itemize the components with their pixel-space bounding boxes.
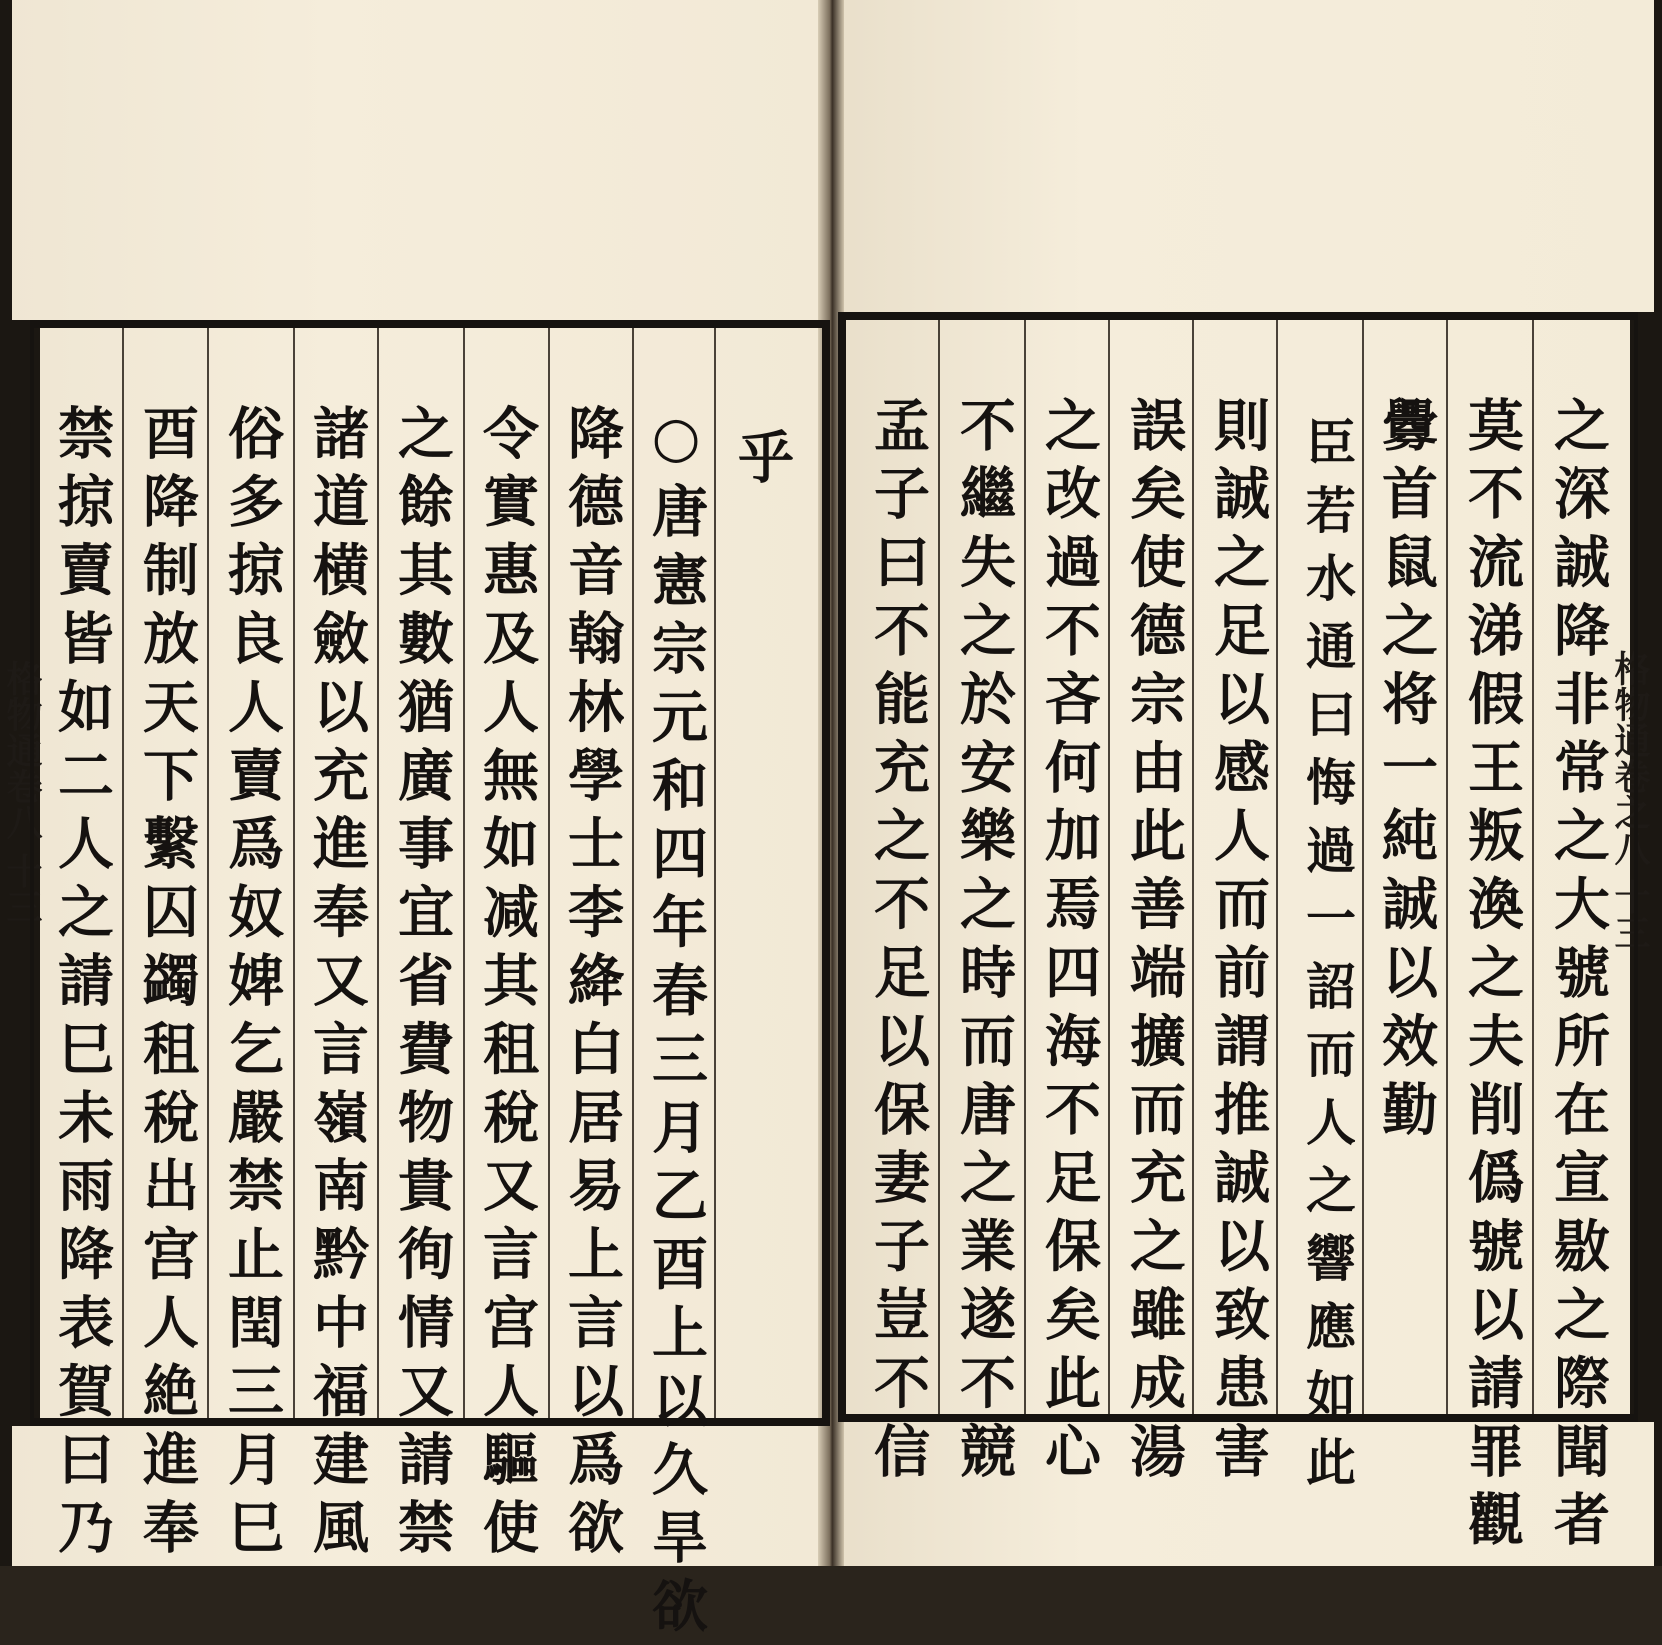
column-rule	[122, 328, 124, 1418]
text-column: 禁掠賣皆如二人之請巳未雨降表賀曰乃	[49, 404, 115, 1567]
column-rule	[293, 328, 295, 1418]
text-column: ○唐憲宗元和四年春三月乙酉上以久旱欲	[643, 404, 709, 1645]
column-rule	[1192, 320, 1194, 1414]
right-edge	[1654, 0, 1662, 1566]
column-rule	[207, 328, 209, 1418]
column-rule	[1276, 320, 1278, 1414]
left-margin-title-text: 格物通卷八	[1, 660, 43, 840]
column-rule	[548, 328, 550, 1418]
text-column: 令實惠及人無如减其租稅又言宫人驅使	[474, 404, 540, 1567]
text-column: 孟子曰不能充之不足以保妻子豈不信	[865, 396, 931, 1491]
right-margin-title-text: 格物通卷之八	[1609, 650, 1651, 866]
column-rule	[1532, 320, 1534, 1414]
text-column: 諸道横斂以充進奉又言嶺南黔中福建風	[304, 404, 370, 1567]
column-rule	[377, 328, 379, 1418]
right-margin-page-number: 十三	[1609, 878, 1651, 951]
column-rule	[1446, 320, 1448, 1414]
column-rule	[714, 328, 716, 1418]
column-rule	[1108, 320, 1110, 1414]
left-margin-page-number: 十三	[1, 852, 43, 925]
text-column: 則誠之足以感人而前謂推誠以致患害	[1205, 396, 1271, 1491]
text-column: 降德音翰林學士李絳白居易上言以爲欲	[559, 404, 625, 1567]
right-text-frame	[838, 312, 1638, 1559]
left-text-frame	[30, 320, 830, 1645]
column-rule	[632, 328, 634, 1418]
text-column: 酉降制放天下繫囚蠲租稅出宫人絶進奉	[134, 404, 200, 1567]
column-rule	[463, 328, 465, 1418]
text-column: 俗多掠良人賣爲奴婢乞嚴禁止閏三月巳	[219, 404, 285, 1567]
text-column: 之餘其數猶廣事宜省費物貴徇情又請禁	[389, 404, 455, 1567]
text-column: 釁首鼠之将一純誠以效勤	[1373, 396, 1439, 1149]
text-column: 莫不流涕假王叛渙之夫削僞號以請罪觀	[1459, 396, 1525, 1559]
column-rule	[1362, 320, 1364, 1414]
text-column: 之改過不吝何加焉四海不足保矣此心	[1036, 396, 1102, 1491]
text-column: 誤矣使德宗由此善端擴而充之雖成湯	[1121, 396, 1187, 1491]
text-column: 不繼失之於安樂之時而唐之業遂不競	[951, 396, 1017, 1491]
column-rule	[1024, 320, 1026, 1414]
column-rule	[938, 320, 940, 1414]
text-column: 乎	[729, 428, 795, 497]
text-column: 之深誠降非常之大號所在宣敭之際聞者	[1545, 396, 1611, 1559]
text-column: 臣若水通曰悔過一詔而人之響應如此	[1298, 416, 1357, 1504]
